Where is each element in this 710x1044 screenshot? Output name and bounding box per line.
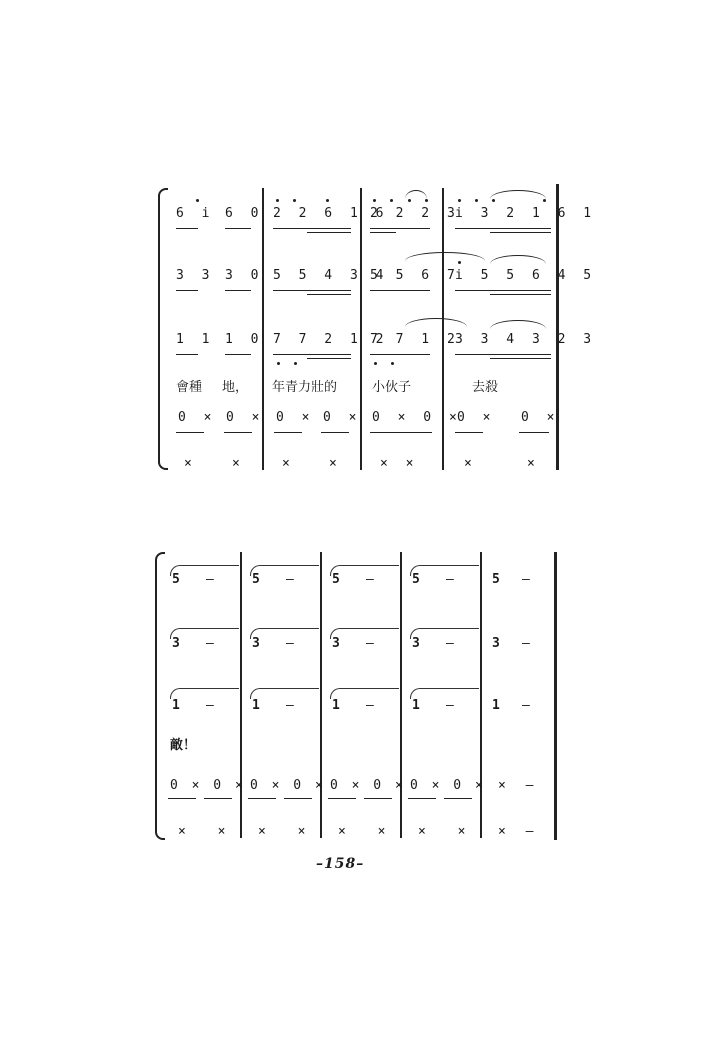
sustain-note: 1 [492,698,502,713]
underline [225,228,251,229]
perc-note: × [329,456,342,471]
barline [442,188,444,470]
high-dot [293,199,296,202]
high-dot [390,199,393,202]
underline [176,432,204,433]
underline [370,232,396,233]
dash: — [206,636,219,651]
system-bracket [158,188,168,470]
underline [176,228,198,229]
measure-note: 3 3 4 3 2 3 [455,332,597,347]
underline [225,354,251,355]
underline [273,354,351,355]
sustain-note: 5 [172,572,182,587]
dash: — [366,572,379,587]
barline [360,188,362,470]
measure-note: 1 1 [176,332,215,347]
barline [400,552,402,838]
dash: — [286,636,299,651]
barline [480,552,482,838]
sustain-note: 3 [412,636,422,651]
slur [490,255,546,264]
high-dot [196,199,199,202]
underline [328,798,356,799]
high-dot [408,199,411,202]
perc-note: × × [418,824,478,839]
underline [284,798,312,799]
sustain-note: 3 [252,636,262,651]
underline [274,432,302,433]
low-dot [277,362,280,365]
measure-note: 2 2 2 3 [370,206,460,221]
measure-note: 2 2 6 1 6 [273,206,389,221]
measure-note: 6 i [176,206,215,221]
underline [370,354,430,355]
underline [364,798,392,799]
underline [370,432,432,433]
underline [248,798,276,799]
perc-note: 0 × [178,410,217,425]
perc-note: 0 × 0 × [330,778,406,793]
barline [320,552,322,838]
underline [444,798,472,799]
dash: — [286,698,299,713]
underline [519,432,549,433]
measure-note: 7 7 1 2 [370,332,460,347]
perc-note: 0 × 0 × [410,778,486,793]
slur [490,320,546,329]
perc-note: × [464,456,477,471]
measure-note: 3 3 [176,268,215,283]
lyric: 地， [222,380,249,395]
underline [408,798,436,799]
perc-note: × × [380,456,419,471]
perc-note: 0 × [226,410,265,425]
perc-note: × × [178,824,238,839]
high-dot [276,199,279,202]
perc-note: 0 × [323,410,362,425]
slur [490,190,546,199]
underline [321,432,349,433]
underline [307,358,351,359]
underline [370,290,430,291]
underline [176,354,198,355]
sustain-note: 1 [252,698,262,713]
dash: — [286,572,299,587]
perc-note: × [184,456,197,471]
measure-note: i 5 5 6 4 5 [455,268,597,283]
dash: — [446,698,459,713]
perc-note: 0 × 0 × [170,778,246,793]
dash: — [522,572,535,587]
lyric: 小伙子 [372,380,412,395]
perc-note: × × [258,824,318,839]
underline [455,290,551,291]
perc-note: × [282,456,295,471]
underline [176,290,198,291]
lyric: 會種 [176,380,203,395]
dash: — [366,636,379,651]
perc-note: 0 × [457,410,496,425]
sustain-note: 3 [172,636,182,651]
underline [273,228,351,229]
underline [225,290,251,291]
measure-note: 5 5 4 3 4 [273,268,389,283]
barline-end [554,552,557,840]
measure-note: 3 0 [225,268,264,283]
lyric: 年青力壯的 [272,380,338,395]
dash: — [206,572,219,587]
slur [405,252,485,261]
underline [204,798,232,799]
underline [455,432,483,433]
dash: — [206,698,219,713]
low-dot [374,362,377,365]
sustain-note: 3 [492,636,502,651]
lyric: 敵！ [170,738,197,753]
perc-note: 0 × 0 × [372,410,462,425]
slur [405,318,467,327]
dash: — [446,636,459,651]
underline [490,358,551,359]
underline [273,290,351,291]
sustain-note: 5 [252,572,262,587]
perc-note: 0 × [276,410,315,425]
high-dot [475,199,478,202]
measure-note: 7 7 2 1 2 [273,332,389,347]
sustain-note: 5 [332,572,342,587]
sustain-note: 1 [332,698,342,713]
high-dot [492,199,495,202]
dash: — [446,572,459,587]
low-dot [294,362,297,365]
sustain-note: 5 [412,572,422,587]
high-dot [326,199,329,202]
slur [405,190,427,199]
high-dot [458,261,461,264]
underline [307,294,351,295]
dash: — [522,698,535,713]
perc-note: × — [498,778,540,793]
perc-note: × [527,456,540,471]
underline [455,354,551,355]
measure-note: 6 0 [225,206,264,221]
low-dot [391,362,394,365]
lyric: 去殺 [472,380,499,395]
high-dot [458,199,461,202]
measure-note: 1 0 [225,332,264,347]
barline-end [556,184,559,470]
measure-note: i 3 2 1 6 1 [455,206,597,221]
sustain-note: 5 [492,572,502,587]
dash: — [366,698,379,713]
high-dot [543,199,546,202]
underline [490,232,551,233]
perc-note: 0 × [521,410,560,425]
measure-note: 5 5 6 7 [370,268,460,283]
underline [370,228,430,229]
underline [307,232,351,233]
sustain-note: 3 [332,636,342,651]
perc-note: 0 × 0 × [250,778,326,793]
sustain-note: 1 [412,698,422,713]
barline [262,188,264,470]
underline [490,294,551,295]
page-number: –158– [316,856,365,872]
underline [224,432,252,433]
high-dot [425,199,428,202]
sustain-note: 1 [172,698,182,713]
barline [240,552,242,838]
perc-note: × — [498,824,540,839]
underline [455,228,551,229]
perc-note: × × [338,824,398,839]
high-dot [373,199,376,202]
perc-note: × [232,456,245,471]
dash: — [522,636,535,651]
underline [168,798,196,799]
system-bracket [155,552,165,840]
